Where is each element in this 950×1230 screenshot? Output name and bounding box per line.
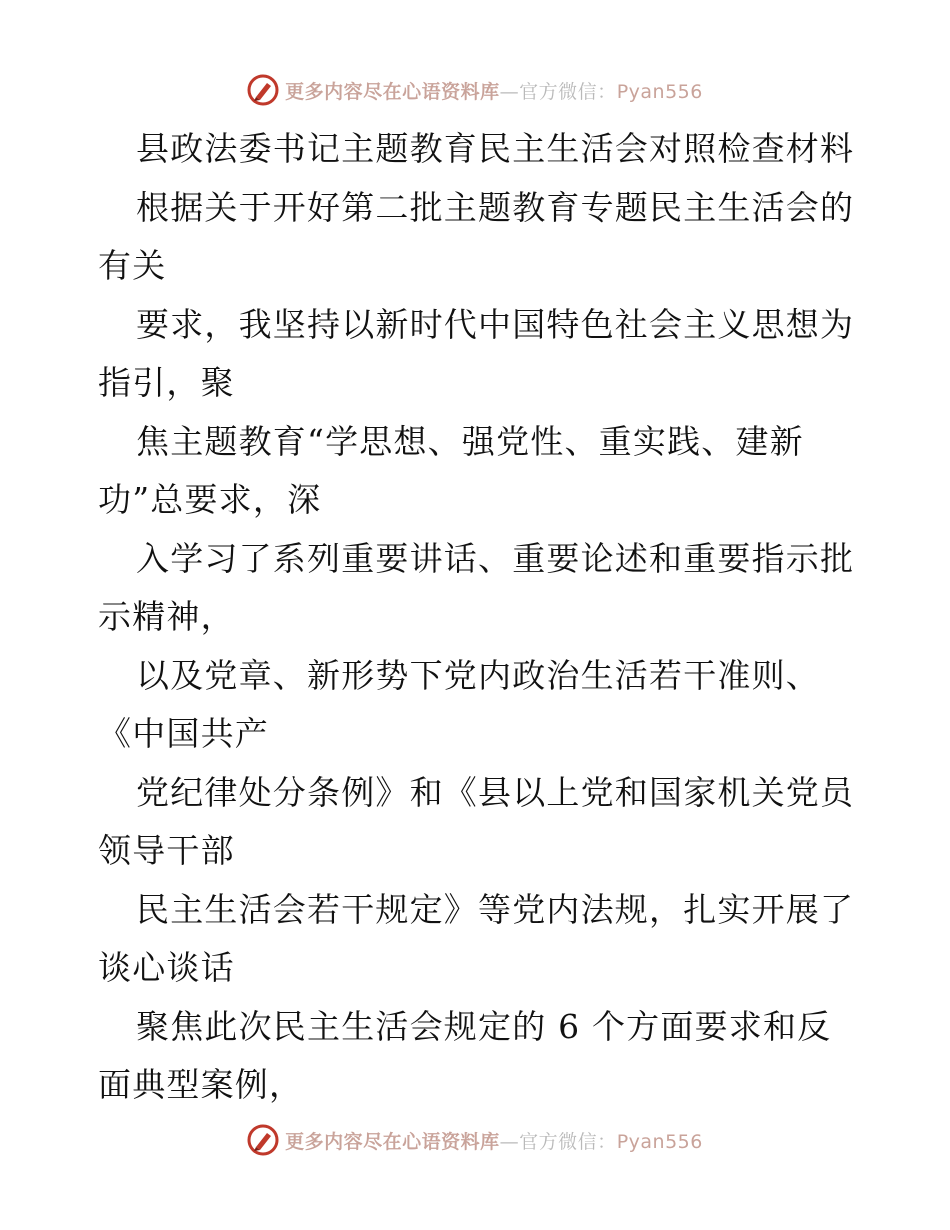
- watermark-wechat-label: —官方微信：: [499, 1130, 617, 1153]
- paragraph-line: 《中国共产: [98, 714, 269, 753]
- pen-logo-icon: [247, 74, 279, 106]
- watermark-text: [285, 1127, 703, 1154]
- watermark-wechat-id: Pyan556: [616, 80, 703, 103]
- document-body: [98, 120, 858, 1115]
- paragraph-line: 要求，我坚持以新时代中国特色社会主义思想为: [136, 304, 855, 344]
- pen-logo-icon: [247, 1124, 279, 1156]
- watermark-library-name: 更多内容尽在心语资料库: [285, 1130, 500, 1153]
- paragraph-line: 谈心谈话: [98, 948, 235, 987]
- paragraph-line: 有关: [98, 246, 167, 285]
- paragraph-line: 功”总要求，深: [98, 480, 322, 519]
- paragraph-line: 民主生活会若干规定》等党内法规，扎实开展了: [136, 889, 855, 929]
- paragraph-line: 领导干部: [98, 831, 235, 870]
- paragraph-line: 指引，聚: [98, 363, 235, 402]
- paragraph-line: 入学习了系列重要讲话、重要论述和重要指示批: [136, 538, 855, 578]
- watermark-library-name: 更多内容尽在心语资料库: [285, 80, 500, 103]
- watermark-text: [285, 77, 703, 104]
- paragraph-line: 面典型案例，: [98, 1065, 304, 1104]
- footer-watermark: [0, 1120, 950, 1160]
- watermark-wechat-id: Pyan556: [616, 1130, 703, 1153]
- header-watermark: [0, 70, 950, 110]
- paragraph-line: 党纪律处分条例》和《县以上党和国家机关党员: [136, 772, 855, 812]
- paragraph-line: 根据关于开好第二批主题教育专题民主生活会的: [136, 187, 855, 227]
- watermark-wechat-label: —官方微信：: [499, 80, 617, 103]
- paragraph-line: 以及党章、新形势下党内政治生活若干准则、: [136, 655, 820, 695]
- paragraph-line: 县政法委书记主题教育民主生活会对照检查材料: [136, 129, 855, 168]
- paragraph-line: 焦主题教育“学思想、强党性、重实践、建新: [136, 421, 804, 461]
- paragraph-line: 示精神，: [98, 597, 235, 636]
- paragraph-line: 聚焦此次民主生活会规定的 6 个方面要求和反: [136, 1006, 832, 1046]
